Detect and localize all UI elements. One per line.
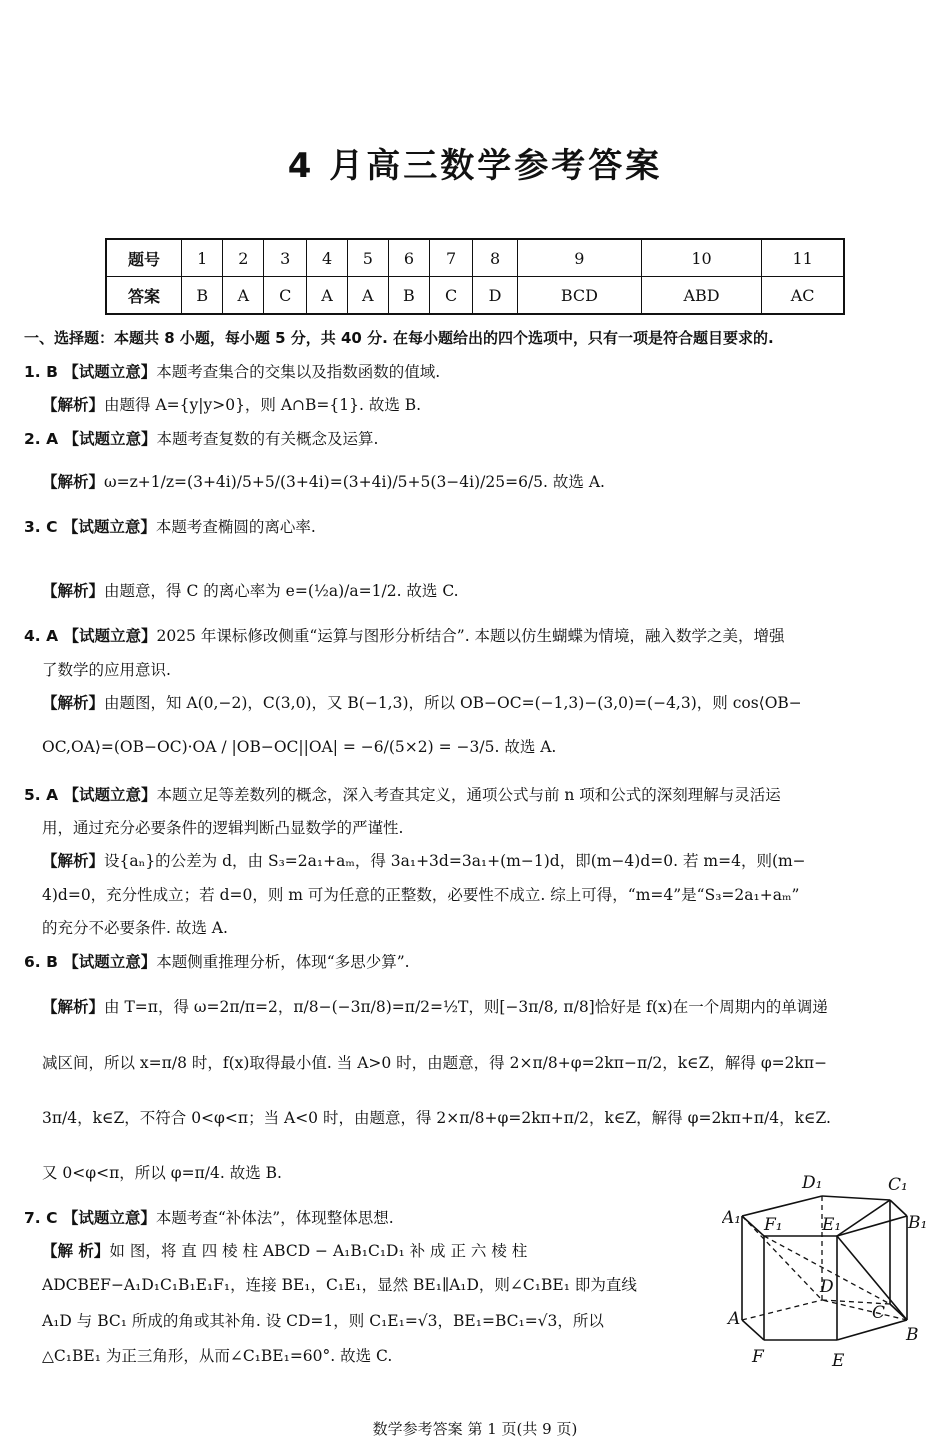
table-cell: A <box>347 277 388 315</box>
table-cell: C <box>264 277 307 315</box>
label-f1: F₁ <box>764 1215 783 1235</box>
table-cell: BCD <box>518 277 642 315</box>
label-c1: C₁ <box>888 1175 908 1195</box>
table-cell: D <box>473 277 518 315</box>
q7-solution: 【解 析】如 图，将 直 四 棱 柱 ABCD − A₁B₁C₁D₁ 补 成 正 六 棱 柱 <box>42 1242 528 1260</box>
q4-solution-cont: OC,OA⟩=(OB−OC)·OA / |OB−OC||OA| = −6/(5×2) = −3/5. 故选 A. <box>42 738 557 756</box>
edge-a-f <box>742 1320 764 1340</box>
q7-solution-cont2: A₁D 与 BC₁ 所成的角或其补角. 设 CD=1，则 C₁E₁=√3，BE₁=BC₁=√3，所以 <box>42 1312 604 1330</box>
q5-solution: 【解析】设{aₙ}的公差为 d，由 S₃=2a₁+aₘ，得 3a₁+3d=3a₁+(m−1)d，即(m−4)d=0. 若 m=4，则(m− <box>42 852 806 870</box>
hidden-edge-a-d <box>742 1300 822 1320</box>
table-cell: A <box>223 277 264 315</box>
table-cell: 1 <box>182 239 223 277</box>
table-cell: 11 <box>762 239 844 277</box>
table-cell: 6 <box>388 239 429 277</box>
table-cell: C <box>430 277 473 315</box>
q3-solution: 【解析】由题意，得 C 的离心率为 e=(½a)/a=1/2. 故选 C. <box>42 582 459 600</box>
table-cell: 5 <box>347 239 388 277</box>
q7-solution-cont3: △C₁BE₁ 为正三角形，从而∠C₁BE₁=60°. 故选 C. <box>42 1347 393 1365</box>
q6-solution-cont: 减区间，所以 x=π/8 时，f(x)取得最小值. 当 A>0 时，由题意，得 2×π/8+φ=2kπ−π/2，k∈Z，解得 φ=2kπ− <box>42 1054 828 1072</box>
q4-intent: 4. A 【试题立意】2025 年课标修改侧重“运算与图形分析结合”. 本题以仿生蝴蝶为情境，融入数学之美，增强 <box>24 627 785 645</box>
table-cell: 2 <box>223 239 264 277</box>
label-c: C <box>872 1303 886 1323</box>
section-heading: 一、选择题：本题共 8 小题，每小题 5 分，共 40 分. 在每小题给出的四个选项中，只有一项是符合题目要求的. <box>24 329 774 347</box>
table-answer-label: 答案 <box>106 277 182 315</box>
q2-intent: 2. A 【试题立意】本题考查复数的有关概念及运算. <box>24 430 379 448</box>
q6-intent: 6. B 【试题立意】本题侧重推理分析，体现“多思少算”. <box>24 953 410 971</box>
edge-e-b <box>837 1320 907 1340</box>
q6-solution-cont3: 又 0<φ<π，所以 φ=π/4. 故选 B. <box>42 1164 282 1182</box>
q1-solution: 【解析】由题得 A={y|y>0}，则 A∩B={1}. 故选 B. <box>42 396 422 414</box>
label-b1: B₁ <box>908 1213 928 1233</box>
q5-solution-cont: 4)d=0，充分性成立；若 d=0，则 m 可为任意的正整数，必要性不成立. 综上可得，“m=4”是“S₃=2a₁+aₘ” <box>42 886 800 904</box>
page-title: 4 月高三数学参考答案 <box>287 146 663 186</box>
label-f: F <box>752 1347 764 1367</box>
answer-table <box>105 238 845 315</box>
page-footer: 数学参考答案 第 1 页(共 9 页) <box>372 1420 578 1438</box>
hexagonal-prism-figure <box>722 1168 932 1373</box>
edge-e1-b1 <box>837 1216 907 1236</box>
q4-intent-cont: 了数学的应用意识. <box>42 661 171 679</box>
table-cell: 3 <box>264 239 307 277</box>
q7-intent: 7. C 【试题立意】本题考查“补体法”，体现整体思想. <box>24 1209 394 1227</box>
q3-intent: 3. C 【试题立意】本题考查椭圆的离心率. <box>24 518 316 536</box>
hidden-segment-b-d <box>822 1300 907 1320</box>
table-cell: 8 <box>473 239 518 277</box>
table-cell: 7 <box>430 239 473 277</box>
label-a: A <box>728 1309 741 1329</box>
edge-d1-c1 <box>822 1196 890 1200</box>
table-row <box>106 239 844 277</box>
q2-solution: 【解析】ω=z+1/z=(3+4i)/5+5/(3+4i)=(3+4i)/5+5(3−4i)/25=6/5. 故选 A. <box>42 473 605 491</box>
q6-solution: 【解析】由 T=π，得 ω=2π/π=2，π/8−(−3π/8)=π/2=½T，则[−3π/8, π/8]恰好是 f(x)在一个周期内的单调递 <box>42 998 828 1016</box>
label-e: E <box>832 1351 845 1371</box>
table-cell: 10 <box>641 239 762 277</box>
table-cell: B <box>388 277 429 315</box>
table-header-label: 题号 <box>106 239 182 277</box>
q6-solution-cont2: 3π/4，k∈Z，不符合 0<φ<π；当 A<0 时，由题意，得 2×π/8+φ=2kπ+π/2，k∈Z，解得 φ=2kπ+π/4，k∈Z. <box>42 1109 831 1127</box>
q7-solution-cont: ADCBEF−A₁D₁C₁B₁E₁F₁，连接 BE₁，C₁E₁，显然 BE₁∥A₁D，则∠C₁BE₁ 即为直线 <box>42 1276 637 1294</box>
edge-a1-d1 <box>742 1196 822 1216</box>
table-cell: B <box>182 277 223 315</box>
q5-solution-cont2: 的充分不必要条件. 故选 A. <box>42 919 228 937</box>
label-e1: E₁ <box>822 1215 842 1235</box>
table-cell: 4 <box>307 239 348 277</box>
edge-c1-b1 <box>890 1200 907 1216</box>
edge-e1-c1 <box>837 1200 890 1236</box>
q1-intent: 1. B 【试题立意】本题考查集合的交集以及指数函数的值域. <box>24 363 441 381</box>
label-a1: A₁ <box>722 1208 742 1228</box>
label-d1: D₁ <box>802 1173 823 1193</box>
table-row <box>106 277 844 315</box>
table-cell: ABD <box>641 277 762 315</box>
q5-intent: 5. A 【试题立意】本题立足等差数列的概念，深入考查其定义，通项公式与前 n 项和公式的深刻理解与灵活运 <box>24 786 781 804</box>
q5-intent-cont: 用，通过充分必要条件的逻辑判断凸显数学的严谨性. <box>42 819 404 837</box>
table-cell: AC <box>762 277 844 315</box>
q4-solution: 【解析】由题图，知 A(0,−2)，C(3,0)，又 B(−1,3)，所以 OB−OC=(−1,3)−(3,0)=(−4,3)，则 cos⟨OB− <box>42 694 802 712</box>
table-cell: 9 <box>518 239 642 277</box>
label-b: B <box>906 1325 919 1345</box>
label-d: D <box>820 1277 834 1297</box>
table-cell: A <box>307 277 348 315</box>
